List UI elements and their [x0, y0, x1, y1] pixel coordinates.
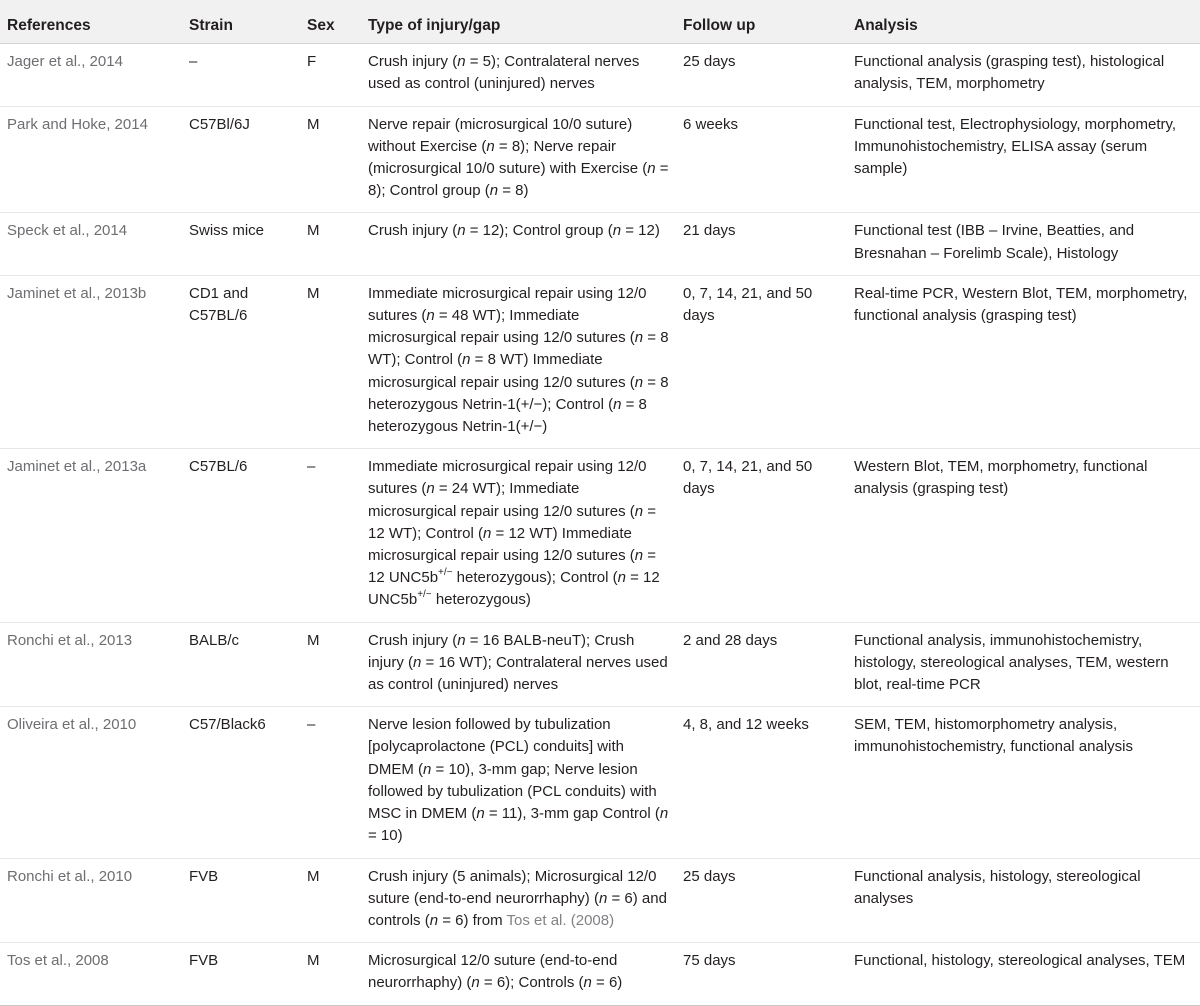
injury-cell	[362, 707, 677, 858]
reference-cell[interactable]: Oliveira et al., 2010	[0, 707, 183, 858]
table-row	[0, 275, 1200, 448]
analysis-cell: Functional test (IBB – Irvine, Beatties, and Bresnahan – Forelimb Scale), Histology	[848, 213, 1200, 275]
sex-cell: –	[301, 707, 362, 858]
sample-size-symbol: n	[486, 137, 495, 155]
follow-up-cell: 25 days	[677, 858, 848, 943]
analysis-cell: Functional analysis (grasping test), histological analysis, TEM, morphometry	[848, 44, 1200, 106]
sample-size-symbol: n	[457, 222, 466, 240]
follow-up-cell: 0, 7, 14, 21, and 50 days	[677, 275, 848, 448]
injury-text: = 16 BALB-neuT); Crush injury (	[368, 631, 635, 671]
sample-size-symbol: n	[634, 502, 644, 520]
header-strain: Strain	[183, 0, 301, 44]
strain-cell: C57Bl/6J	[183, 106, 301, 213]
injury-text: = 6)	[591, 974, 623, 992]
analysis-cell: Functional test, Electrophysiology, morphometry, Immunohistochemistry, ELISA assay (serum sample)	[848, 106, 1200, 213]
injury-text: = 24 WT); Immediate microsurgical repair using 12/0 sutures (	[368, 480, 635, 520]
strain-cell: FVB	[183, 858, 301, 943]
injury-text: = 11), 3-mm gap Control (	[484, 805, 660, 823]
table-row	[0, 707, 1200, 858]
injury-text: = 48 WT); Immediate microsurgical repair using 12/0 sutures (	[368, 307, 635, 347]
strain-cell: Swiss mice	[183, 213, 301, 275]
reference-cell[interactable]: Jaminet et al., 2013b	[0, 275, 183, 448]
sample-size-symbol: n	[598, 889, 608, 907]
sample-size-symbol: n	[659, 805, 669, 823]
table-body	[0, 44, 1200, 1005]
sample-size-symbol: n	[476, 805, 485, 823]
sample-size-symbol: n	[634, 373, 644, 391]
sex-cell: –	[301, 449, 362, 622]
sample-size-symbol: n	[583, 974, 592, 992]
injury-text: = 12 UNC5b	[368, 547, 657, 587]
injury-text: Crush injury (	[368, 631, 458, 649]
sample-size-symbol: n	[612, 222, 622, 240]
citation-link[interactable]: Tos et al. (2008)	[506, 911, 615, 929]
injury-text: = 12 UNC5b	[368, 569, 660, 609]
sample-size-symbol: n	[423, 760, 432, 778]
injury-text: = 8 heterozygous Netrin-1(+/−); Control (	[368, 373, 669, 413]
injury-text: = 5); Contralateral nerves used as control (uninjured) nerves	[368, 53, 640, 93]
strain-cell: BALB/c	[183, 622, 301, 707]
strain-cell: C57/Black6	[183, 707, 301, 858]
follow-up-cell: 2 and 28 days	[677, 622, 848, 707]
injury-text: = 12 WT) Immediate microsurgical repair using 12/0 sutures (	[368, 524, 635, 565]
header-references: References	[0, 0, 183, 44]
injury-cell	[362, 275, 677, 448]
sex-cell: M	[301, 858, 362, 943]
injury-text: = 8 WT) Immediate microsurgical repair using 12/0 sutures (	[368, 351, 635, 391]
injury-text: Immediate microsurgical repair using 12/0 sutures (	[368, 284, 647, 325]
genotype-superscript: +/−	[438, 567, 453, 579]
follow-up-cell: 75 days	[677, 943, 848, 1005]
sex-cell: M	[301, 106, 362, 213]
injury-text: = 6) and controls (	[368, 889, 667, 929]
injury-text: = 8 heterozygous Netrin-1(+/−)	[368, 395, 647, 436]
sex-cell: M	[301, 622, 362, 707]
sample-size-symbol: n	[634, 547, 644, 565]
reference-cell[interactable]: Speck et al., 2014	[0, 213, 183, 275]
table-row	[0, 106, 1200, 213]
injury-text: = 8); Control group (	[368, 160, 669, 200]
injury-text: = 10)	[368, 827, 403, 845]
sample-size-symbol: n	[647, 160, 656, 178]
sex-cell: F	[301, 44, 362, 106]
reference-cell[interactable]: Ronchi et al., 2013	[0, 622, 183, 707]
strain-cell: CD1 and C57BL/6	[183, 275, 301, 448]
injury-text: Nerve repair (microsurgical 10/0 suture) without Exercise (	[368, 115, 633, 155]
injury-text: Crush injury (	[368, 53, 458, 71]
analysis-cell: Functional analysis, histology, stereological analyses	[848, 858, 1200, 943]
injury-text: Crush injury (	[368, 222, 458, 240]
header-sex: Sex	[301, 0, 362, 44]
analysis-cell: Western Blot, TEM, morphometry, functional analysis (grasping test)	[848, 449, 1200, 622]
injury-text: Microsurgical 12/0 suture (end-to-end neurorrhaphy) (	[368, 952, 618, 992]
analysis-cell: Real-time PCR, Western Blot, TEM, morphometry, functional analysis (grasping test)	[848, 275, 1200, 448]
injury-text: heterozygous); Control (	[452, 569, 618, 587]
injury-cell	[362, 106, 677, 213]
injury-text: = 8 WT); Control (	[368, 329, 669, 369]
sample-size-symbol: n	[426, 480, 435, 498]
sample-size-symbol: n	[429, 911, 439, 929]
reference-cell[interactable]: Ronchi et al., 2010	[0, 858, 183, 943]
injury-text: = 8)	[498, 182, 529, 200]
sample-size-symbol: n	[471, 974, 480, 992]
table-row	[0, 622, 1200, 707]
genotype-superscript: +/−	[417, 589, 432, 601]
injury-text: = 10), 3-mm gap; Nerve lesion followed by tubulization (PCL conduits) with MSC in DMEM (	[368, 760, 657, 823]
follow-up-cell: 0, 7, 14, 21, and 50 days	[677, 449, 848, 622]
sex-cell: M	[301, 943, 362, 1005]
injury-text: heterozygous)	[431, 591, 531, 609]
follow-up-cell: 4, 8, and 12 weeks	[677, 707, 848, 858]
injury-cell	[362, 44, 677, 106]
injury-cell	[362, 858, 677, 943]
sample-size-symbol: n	[634, 329, 644, 347]
strain-cell: FVB	[183, 943, 301, 1005]
injury-text: = 8); Nerve repair (microsurgical 10/0 suture) with Exercise (	[368, 137, 648, 178]
injury-text: Immediate microsurgical repair using 12/0 sutures (	[368, 458, 647, 498]
sample-size-symbol: n	[462, 351, 471, 369]
reference-cell[interactable]: Jaminet et al., 2013a	[0, 449, 183, 622]
sample-size-symbol: n	[457, 631, 466, 649]
header-injury: Type of injury/gap	[362, 0, 677, 44]
sample-size-symbol: n	[617, 569, 626, 587]
table-row	[0, 858, 1200, 943]
sample-size-symbol: n	[613, 395, 622, 413]
analysis-cell: Functional, histology, stereological analyses, TEM	[848, 943, 1200, 1005]
injury-text: Crush injury (5 animals); Microsurgical 12/0 suture (end-to-end neurorrhaphy) (	[368, 867, 657, 907]
sex-cell: M	[301, 275, 362, 448]
table-header-row	[0, 0, 1200, 44]
table-row	[0, 213, 1200, 275]
injury-text: = 12)	[621, 222, 660, 240]
table-row	[0, 449, 1200, 622]
sample-size-symbol: n	[413, 653, 422, 671]
sample-size-symbol: n	[426, 307, 435, 325]
follow-up-cell: 6 weeks	[677, 106, 848, 213]
follow-up-cell: 25 days	[677, 44, 848, 106]
sample-size-symbol: n	[457, 53, 466, 71]
header-follow-up: Follow up	[677, 0, 848, 44]
follow-up-cell: 21 days	[677, 213, 848, 275]
reference-cell[interactable]: Jager et al., 2014	[0, 44, 183, 106]
injury-text: = 6); Controls (	[479, 974, 584, 992]
sample-size-symbol: n	[483, 524, 492, 542]
strain-cell: –	[183, 44, 301, 106]
sex-cell: M	[301, 213, 362, 275]
reference-cell[interactable]: Park and Hoke, 2014	[0, 106, 183, 213]
table-row	[0, 44, 1200, 106]
injury-cell	[362, 449, 677, 622]
injury-cell	[362, 213, 677, 275]
injury-text: = 12 WT); Control (	[368, 502, 657, 542]
header-analysis: Analysis	[848, 0, 1200, 44]
injury-text: = 12); Control group (	[465, 222, 613, 240]
analysis-cell: SEM, TEM, histomorphometry analysis, immunohistochemistry, functional analysis	[848, 707, 1200, 858]
injury-text: Nerve lesion followed by tubulization [polycaprolactone (PCL) conduits] with DMEM (	[368, 716, 624, 778]
injury-cell	[362, 622, 677, 707]
injury-text: = 6) from	[438, 911, 507, 929]
strain-cell: C57BL/6	[183, 449, 301, 622]
analysis-cell: Functional analysis, immunohistochemistry, histology, stereological analyses, TEM, western blot, real-time PCR	[848, 622, 1200, 707]
injury-text: = 16 WT); Contralateral nerves used as control (uninjured) nerves	[368, 653, 668, 694]
sample-size-symbol: n	[489, 182, 499, 200]
reference-cell[interactable]: Tos et al., 2008	[0, 943, 183, 1005]
